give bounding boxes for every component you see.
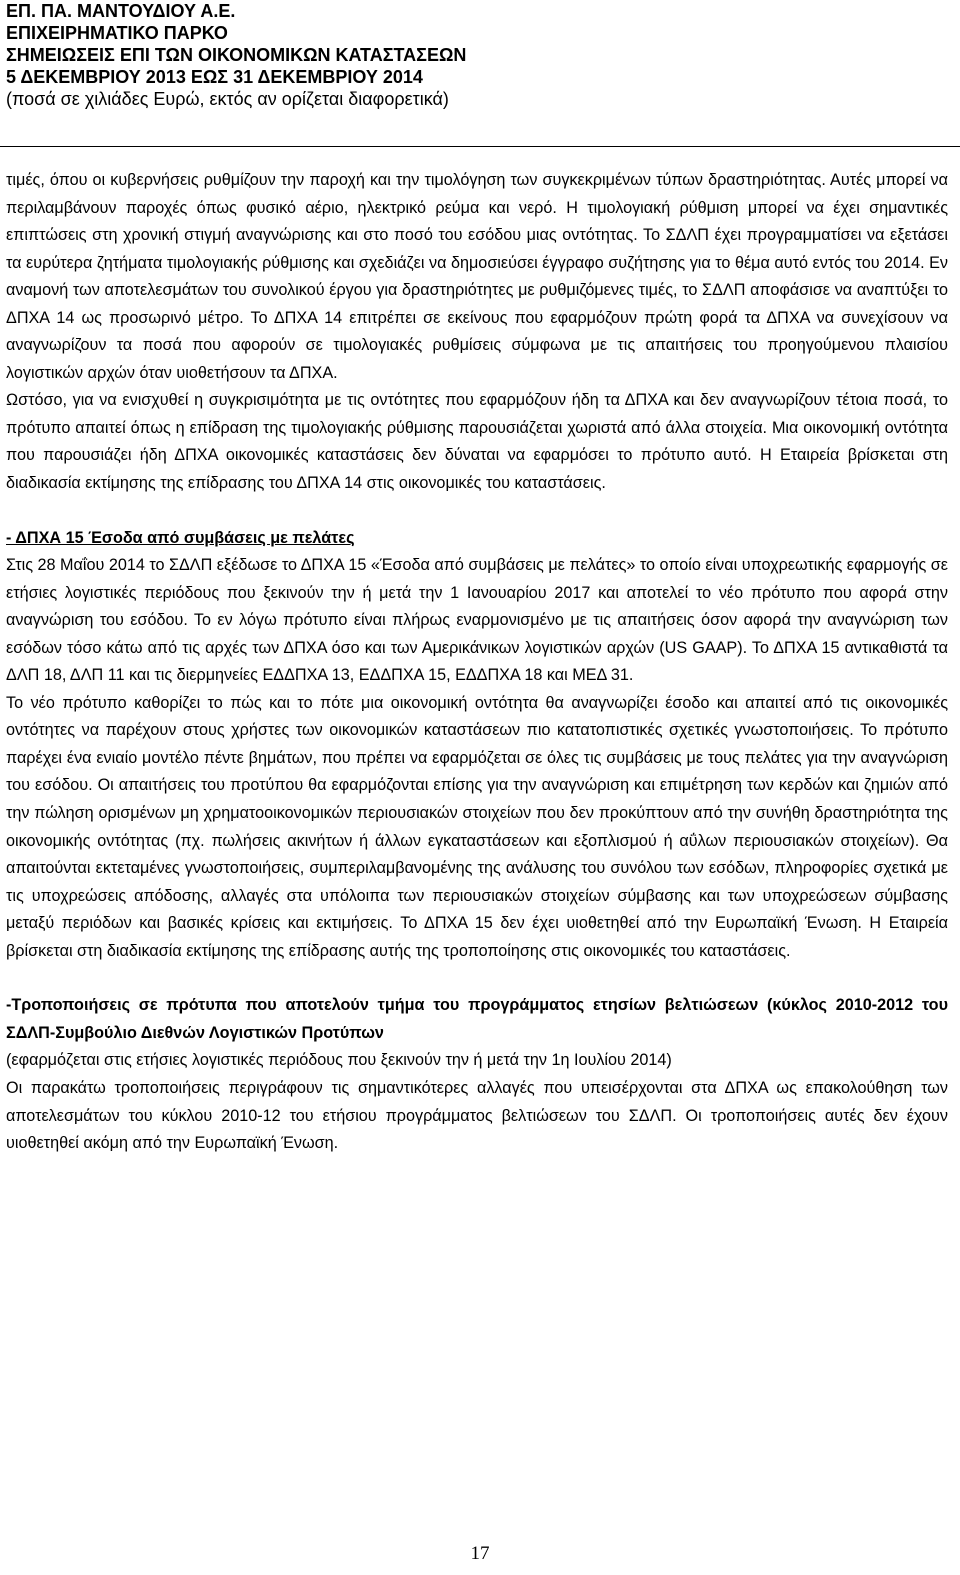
paragraph-comparability: Ωστόσο, για να ενισχυθεί η συγκρισιμότητα με τις οντότητες που εφαρμόζουν ήδη τα ΔΠΧΑ και δεν αναγνωρίζουν τέτοια ποσά, το πρότυπο απαιτεί όπως η επίδραση της τιμολογιακής ρύθμισης παρουσιάζεται χωριστά από άλλα στοιχεία. Μια οικονομική οντότητα που παρουσιάζει ήδη ΔΠΧΑ οικονομικές καταστάσεις δεν δύναται να εφαρμόσει το πρότυπο αυτό. Η Εταιρεία βρίσκεται στη διαδικασία εκτίμησης της επίδρασης του ΔΠΧΑ 14 στις οικονομικές του καταστάσεις. xyxy=(6,391,948,493)
reporting-period: 5 ΔΕΚΕΜΒΡΙΟΥ 2013 ΕΩΣ 31 ΔΕΚΕΜΒΡΙΟΥ 2014 xyxy=(6,67,423,87)
section-heading-ifrs15: - ΔΠΧΑ 15 Έσοδα από συμβάσεις με πελάτες xyxy=(6,528,355,547)
amounts-note: (ποσά σε χιλιάδες Ευρώ, εκτός αν ορίζεται διαφορετικά) xyxy=(6,89,449,109)
header-divider xyxy=(0,146,960,147)
paragraph-ifrs15-model: Το νέο πρότυπο καθορίζει το πώς και το πότε μια οικονομική οντότητα θα αναγνωρίζει έσοδο και απαιτεί από τις οικονομικές οντότητες να παρέχουν στους χρήστες των οικονομικών καταστάσεων πιο κατατοπιστικές σχετικές γνωστοποιήσεις. Το πρότυπο παρέχει ένα ενιαίο μοντέλο πέντε βημάτων, που πρέπει να εφαρμόζεται σε όλες τις συμβάσεις με τους πελάτες για την αναγνώριση του εσόδου. Οι απαιτήσεις του προτύπου θα εφαρμόζονται επίσης για την αναγνώριση και επιμέτρηση των κερδών και ζημιών από την πώληση ορισμένων μη χρηματοοικονομικών περιουσιακών στοιχείων που δεν προκύπτουν από την συνήθη δραστηριότητα της οικονομικής οντότητας (πχ. πωλήσεις ακινήτων ή άλλων εγκαταστάσεων και εξοπλισμού ή αΰλων περιουσιακών στοιχείων). Θα απαιτούνται εκτεταμένες γνωστοποιήσεις, συμπεριλαμβανομένης της ανάλυσης του συνόλου των εσόδων, πληροφορίες σχετικά με τις υποχρεώσεις απόδοσης, αλλαγές στα υπόλοιπα των περιουσιακών στοιχείων σύμβασης και των υποχρεώσεων σύμβασης μεταξύ περιόδων και βασικές κρίσεις και εκτιμήσεις. Το ΔΠΧΑ 15 δεν έχει υιοθετηθεί από την Ευρωπαϊκή Ένωση. Η Εταιρεία βρίσκεται στη διαδικασία εκτίμησης της επίδρασης αυτής της τροποποίησης στις οικονομικές του καταστάσεις. xyxy=(6,693,948,960)
paragraph-rate-regulation: τιμές, όπου οι κυβερνήσεις ρυθμίζουν την παροχή και την τιμολόγηση των συγκεκριμένων τύπων δραστηριότητας. Αυτές μπορεί να περιλαμβάνουν παροχές όπως φυσικό αέριο, ηλεκτρικό ρεύμα και νερό. Η τιμολογιακή ρύθμιση μπορεί να έχει σημαντικές επιπτώσεις στη χρονική στιγμή αναγνώρισης και στο ποσό του εσόδου μιας οντότητας. Το ΣΔΛΠ έχει προγραμματίσει να εξετάσει τα ευρύτερα ζητήματα τιμολογιακής ρύθμισης και σχεδιάζει να δημοσιεύσει έγγραφο συζήτησης για το θέμα αυτό εντός του 2014. Εν αναμονή των αποτελεσμάτων του συνολικού έργου για δραστηριότητες με ρυθμιζόμενες τιμές, το ΣΔΛΠ αποφάσισε να αναπτύξει το ΔΠΧΑ 14 ως προσωρινό μέτρο. Το ΔΠΧΑ 14 επιτρέπει σε εκείνους που εφαρμόζουν πρώτη φορά τα ΔΠΧΑ να συνεχίσουν να αναγνωρίζουν τα ποσά που αφορούν σε τιμολογιακές ρυθμίσεις σύμφωνα με τις απαιτήσεις του προηγούμενου πλαισίου λογιστικών αρχών όταν υιοθετήσουν τα ΔΠΧΑ. xyxy=(6,171,948,382)
page-number: 17 xyxy=(470,1543,490,1564)
notes-title: ΣΗΜΕΙΩΣΕΙΣ ΕΠΙ ΤΩΝ ΟΙΚΟΝΟΜΙΚΩΝ ΚΑΤΑΣΤΑΣΕΩΝ xyxy=(6,45,467,65)
paragraph-ifrs15-issue: Στις 28 Μαΐου 2014 το ΣΔΛΠ εξέδωσε το ΔΠΧΑ 15 «Έσοδα από συμβάσεις με πελάτες» το οποίο είναι υποχρεωτικής εφαρμογής σε ετήσιες λογιστικές περιόδους που ξεκινούν την ή μετά την 1 Ιανουαρίου 2017 και αποτελεί το νέο πρότυπο που αφορά στην αναγνώριση του εσόδου. Το εν λόγω πρότυπο είναι πλήρως εναρμονισμένο με τις απαιτήσεις όσον αφορά την αναγνώριση των εσόδων τόσο κάτω από τις αρχές των ΔΠΧΑ όσο και των Αμερικάνικων λογιστικών αρχών (US GAAP). Το ΔΠΧΑ 15 αντικαθιστά τα ΔΛΠ 18, ΔΛΠ 11 και τις διερμηνείες ΕΔΔΠΧΑ 13, ΕΔΔΠΧΑ 15, ΕΔΔΠΧΑ 18 και ΜΕΔ 31. xyxy=(6,556,949,685)
paragraph-amendments: Οι παρακάτω τροποποιήσεις περιγράφουν τις σημαντικότερες αλλαγές που υπεισέρχονται στα ΔΠΧΑ ως επακολούθηση των αποτελεσμάτων του κύκλου 2010-12 του ετήσιου προγράμματος βελτιώσεων του ΣΔΛΠ. Οι τροποποιήσεις αυτές δεν έχουν υιοθετηθεί ακόμη από την Ευρωπαϊκή Ένωση. xyxy=(6,1078,948,1153)
section-heading-amendments: -Τροποποιήσεις σε πρότυπα που αποτελούν τμήμα του προγράμματος ετησίων βελτιώσεων (κύκλος 2010-2012 του ΣΔΛΠ-Συμβούλιο Διεθνών Λογιστικών Προτύπων xyxy=(6,996,948,1042)
company-subtitle: ΕΠΙΧΕΙΡΗΜΑΤΙΚΟ ΠΑΡΚΟ xyxy=(6,23,228,43)
document-header xyxy=(6,0,936,110)
amendments-applicability: (εφαρμόζεται στις ετήσιες λογιστικές περιόδους που ξεκινούν την ή μετά την 1η Ιουλίου 2014) xyxy=(6,1051,672,1070)
company-name: ΕΠ. ΠΑ. ΜΑΝΤΟΥΔΙΟΥ Α.Ε. xyxy=(6,1,236,21)
document-body xyxy=(6,167,948,1158)
